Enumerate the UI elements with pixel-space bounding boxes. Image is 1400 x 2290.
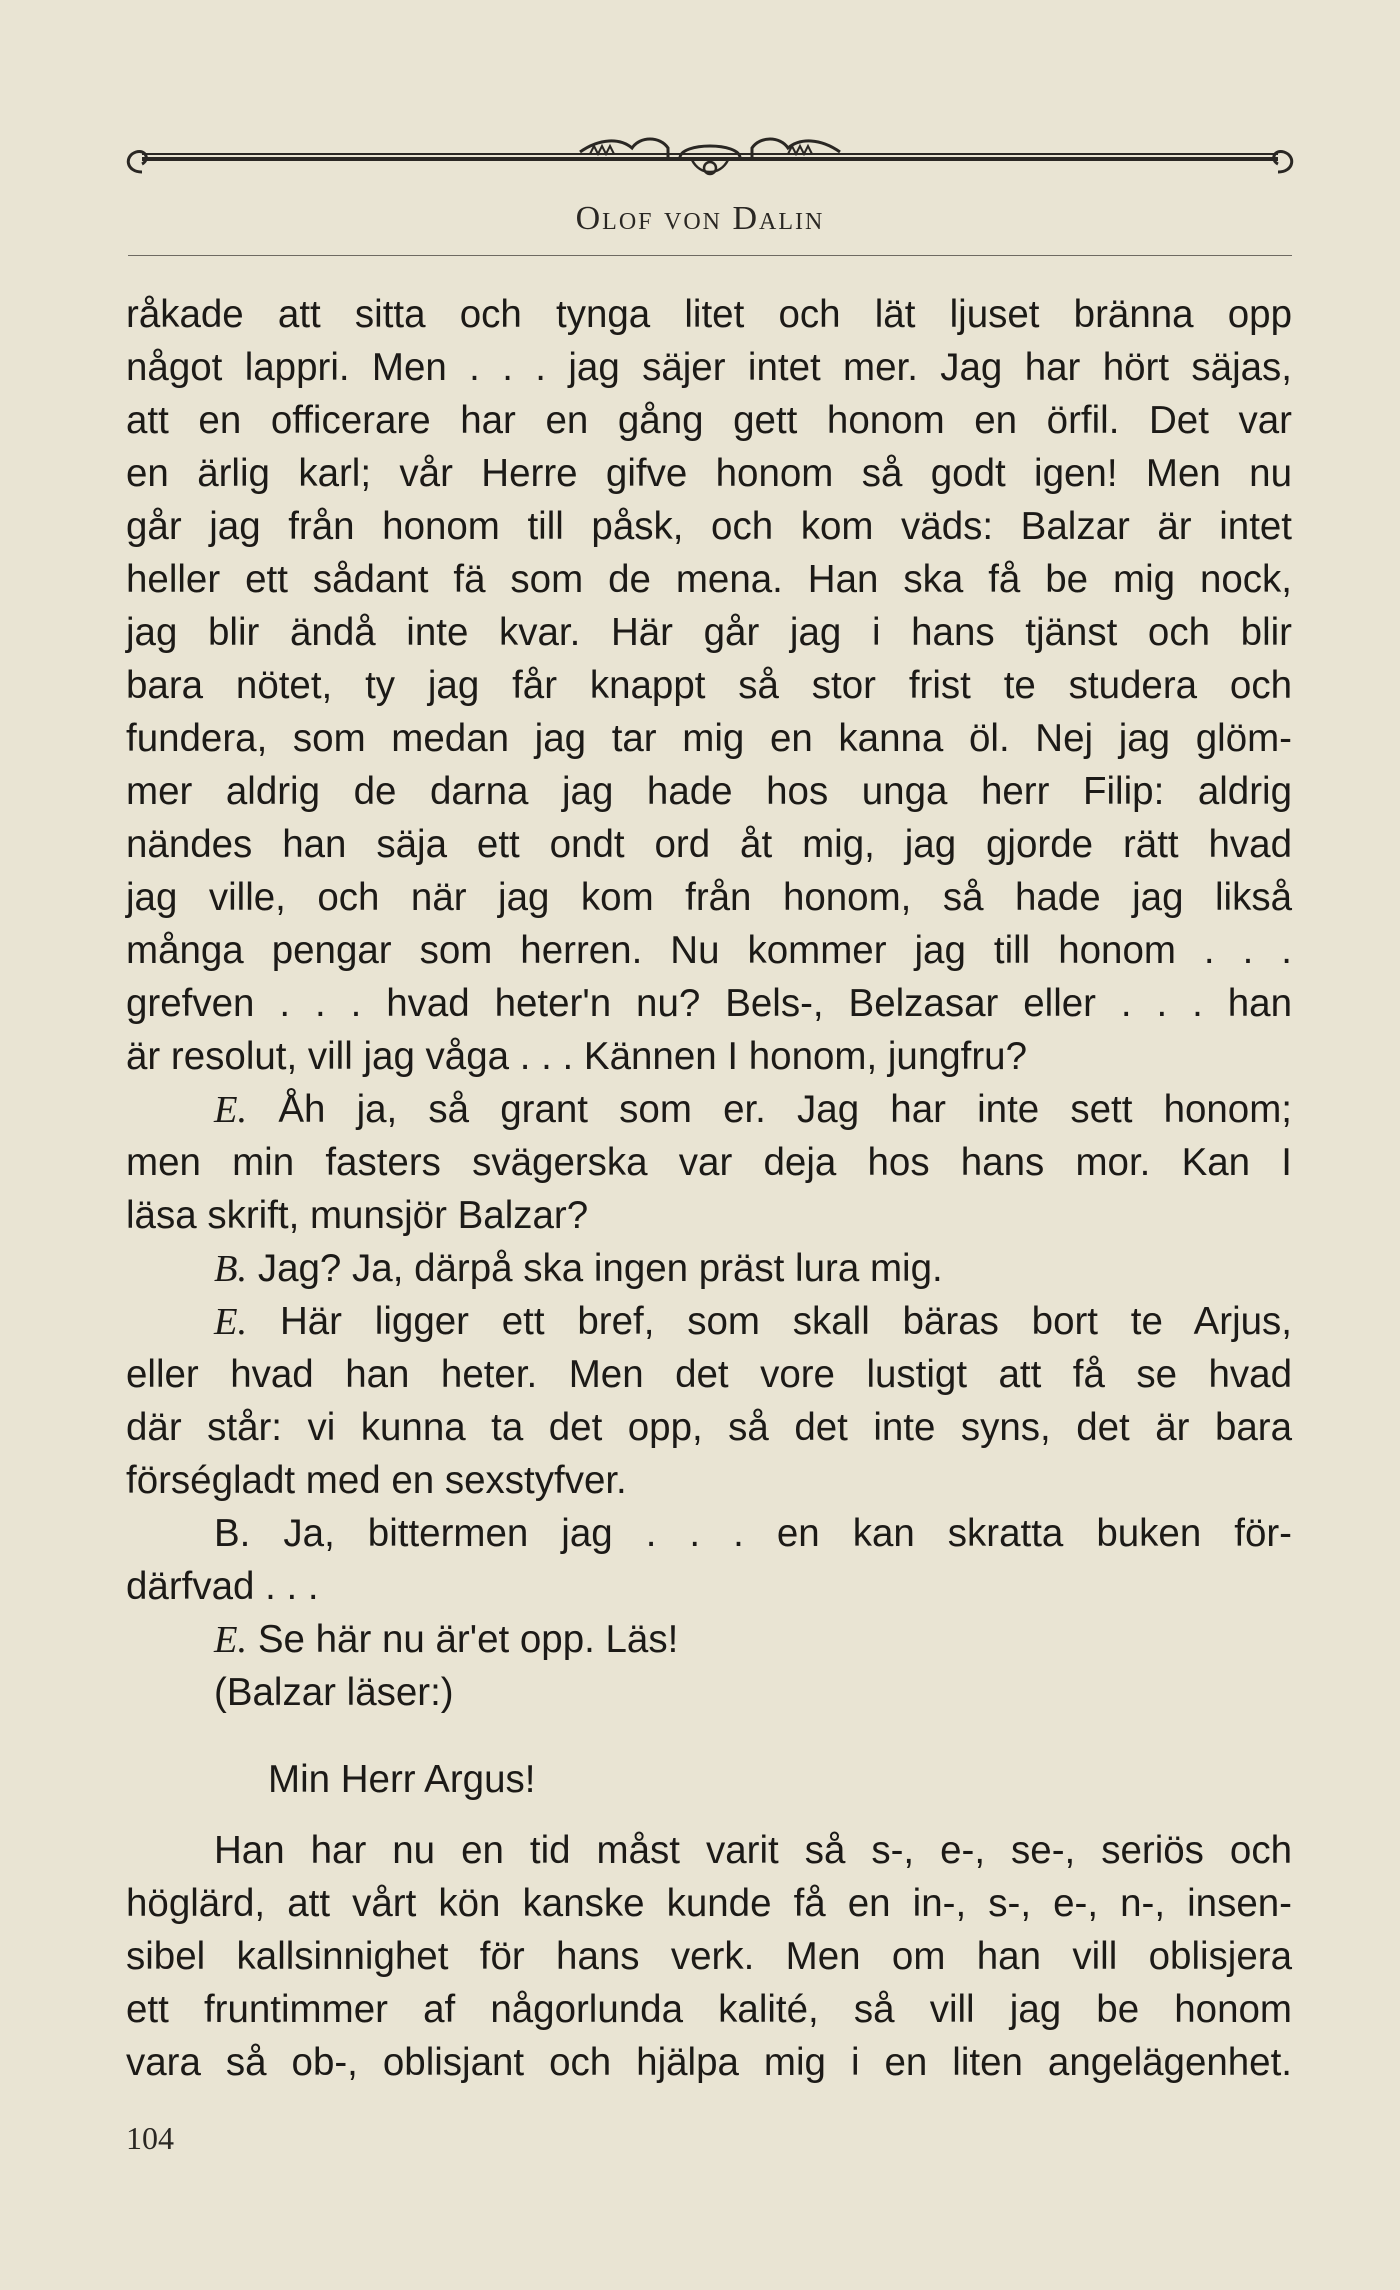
letter-line: sibel kallsinnighet för hans verk. Men om han vill oblisjera: [126, 1935, 1292, 1978]
dialogue-line: [126, 1242, 1292, 1295]
dialogue-text: Jag? Ja, därpå ska ingen präst lura mig.: [257, 1247, 943, 1290]
header-divider: [128, 255, 1292, 256]
text-line: fundera, som medan jag tar mig en kanna öl. Nej jag glöm-: [126, 717, 1292, 760]
letter-line: vara så ob-, oblisjant och hjälpa mig i en liten angelägenhet.: [126, 2041, 1292, 2084]
dialogue-line: därfvad . . .: [126, 1565, 319, 1608]
text-line: många pengar som herren. Nu kommer jag till honom . . .: [126, 929, 1292, 972]
dialogue-line: där står: vi kunna ta det opp, så det inte syns, det är bara: [126, 1406, 1292, 1449]
dialogue-line: [126, 1295, 1292, 1348]
text-line: nändes han säja ett ondt ord åt mig, jag gjorde rätt hvad: [126, 823, 1292, 866]
text-line: råkade att sitta och tynga litet och lät ljuset bränna opp: [126, 293, 1292, 336]
speaker-label: E.: [214, 1089, 248, 1131]
dialogue-line: eller hvad han heter. Men det vore lustigt att få se hvad: [126, 1353, 1292, 1396]
dialogue-text: Se här nu är'et opp. Läs!: [257, 1618, 679, 1661]
dialogue-line: förségladt med en sexstyfver.: [126, 1459, 627, 1502]
header-ornament-icon: [120, 128, 1300, 198]
spacer: [126, 1719, 1292, 1753]
speaker-label: E.: [214, 1301, 248, 1343]
text-line: jag ville, och när jag kom från honom, så hade jag likså: [126, 876, 1292, 919]
text-line: en ärlig karl; vår Herre gifve honom så godt igen! Men nu: [126, 452, 1292, 495]
stage-direction: (Balzar läser:): [214, 1671, 454, 1714]
text-line: går jag från honom till påsk, och kom väds: Balzar är intet: [126, 505, 1292, 548]
speaker-label: B.: [214, 1512, 251, 1555]
text-line: mer aldrig de darna jag hade hos unga herr Filip: aldrig: [126, 770, 1292, 813]
text-line: heller ett sådant fä som de mena. Han ska få be mig nock,: [126, 558, 1292, 601]
dialogue-text: Ja, bittermen jag . . . en kan skratta buken för-: [283, 1512, 1293, 1555]
dialogue-line: men min fasters svägerska var deja hos hans mor. Kan I: [126, 1141, 1292, 1184]
letter-salutation: Min Herr Argus!: [268, 1758, 536, 1801]
letter-line: ett fruntimmer af någorlunda kalité, så vill jag be honom: [126, 1988, 1292, 2031]
letter-line: Han har nu en tid måst varit så s-, e-, se-, seriös och: [214, 1829, 1292, 1872]
dialogue-line: [126, 1083, 1292, 1136]
text-line: är resolut, vill jag våga . . . Kännen I honom, jungfru?: [126, 1035, 1027, 1078]
speaker-label: E.: [214, 1619, 248, 1661]
dialogue-line: [126, 1613, 1292, 1666]
text-line: grefven . . . hvad heter'n nu? Bels-, Belzasar eller . . . han: [126, 982, 1292, 1025]
running-head-title: Olof von Dalin: [575, 200, 825, 237]
dialogue-text: Här ligger ett bref, som skall bäras bort te Arjus,: [279, 1300, 1293, 1343]
text-line: något lappri. Men . . . jag säjer intet mer. Jag har hört säjas,: [126, 346, 1292, 389]
text-line: bara nötet, ty jag får knappt så stor frist te studera och: [126, 664, 1292, 707]
main-text: [126, 288, 1292, 2089]
text-line: att en officerare har en gång gett honom en örfil. Det var: [126, 399, 1292, 442]
spacer: [126, 1806, 1292, 1824]
dialogue-line: läsa skrift, munsjör Balzar?: [126, 1194, 589, 1237]
letter-line: höglärd, att vårt kön kanske kunde få en in-, s-, e-, n-, insen-: [126, 1882, 1292, 1925]
dialogue-line: [126, 1507, 1292, 1560]
page-number: 104: [126, 2120, 174, 2156]
text-line: jag blir ändå inte kvar. Här går jag i hans tjänst och blir: [126, 611, 1292, 654]
dialogue-text: Åh ja, så grant som er. Jag har inte sett honom;: [278, 1088, 1292, 1131]
speaker-label: B.: [214, 1248, 248, 1290]
